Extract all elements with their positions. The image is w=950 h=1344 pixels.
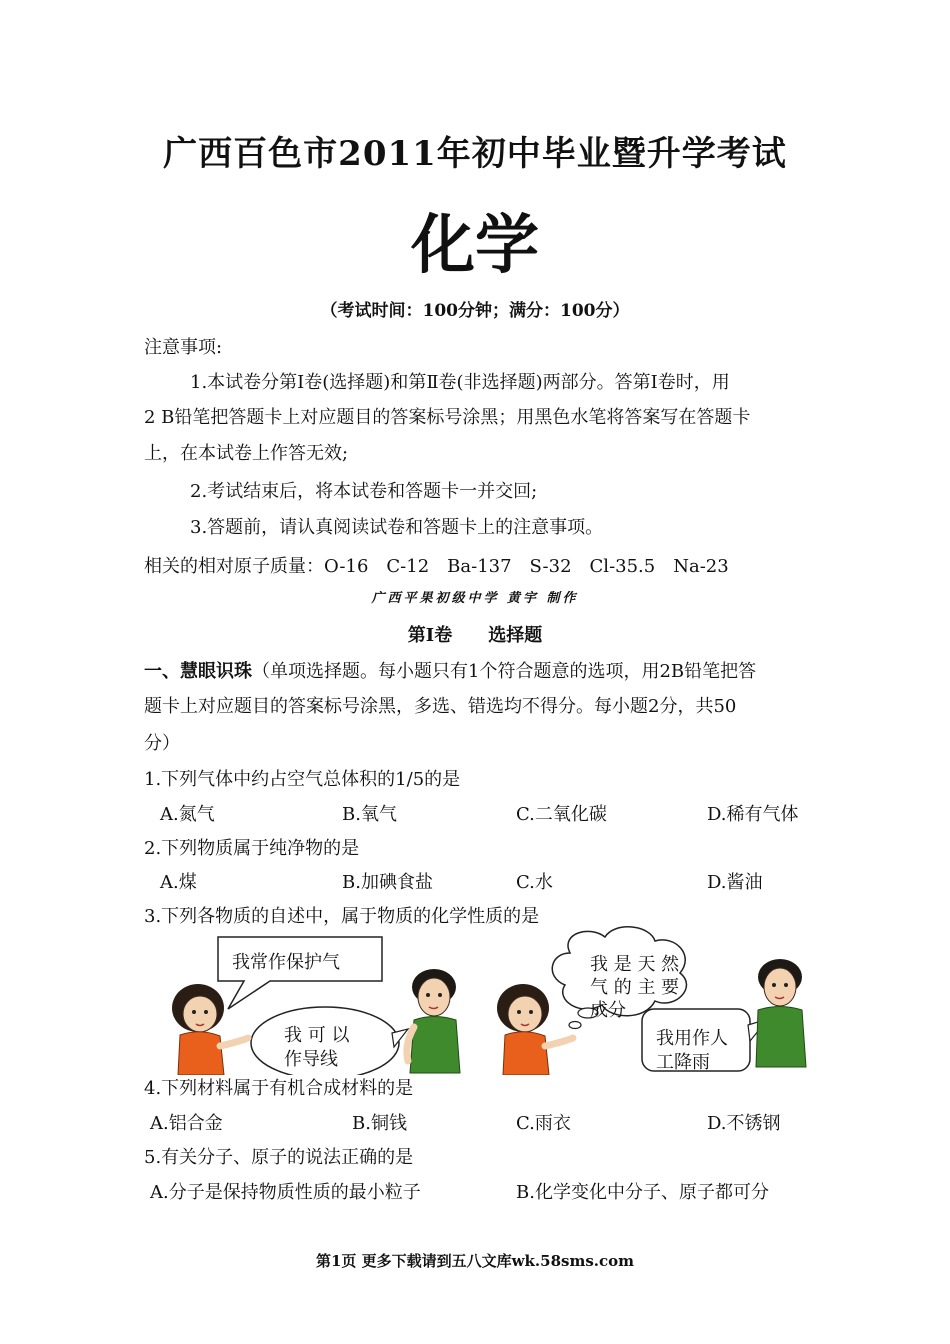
q2-option-b: B.加碘食盐	[342, 872, 433, 893]
notice-item1-line2: 2 B铅笔把答题卡上对应题目的答案标号涂黑；用黑色水笔将答案写在答题卡	[144, 407, 751, 428]
bubble-4-line1: 我用作人	[656, 1028, 728, 1049]
page-footer: 第1页 更多下载请到五八文库wk.58sms.com	[315, 1252, 635, 1270]
notice-heading: 注意事项:	[144, 337, 223, 358]
instruction-text: （单项选择题。每小题只有1个符合题意的选项，用2B铅笔把答	[252, 661, 757, 682]
q2-option-c: C.水	[516, 872, 553, 893]
notice-item1-line3: 上，在本试卷上作答无效;	[144, 443, 349, 464]
q4-option-d: D.不锈钢	[707, 1113, 781, 1134]
bubble-1-text: 我常作保护气	[232, 952, 340, 973]
section-title: 第Ⅰ卷 选择题	[407, 625, 543, 646]
bubble-2-line2: 作导线	[284, 1049, 338, 1070]
q1-option-b: B.氧气	[342, 804, 397, 825]
q4-option-b: B.铜钱	[352, 1113, 407, 1134]
q1-option-c: C.二氧化碳	[516, 804, 607, 825]
notice-item1-line1: 1.本试卷分第Ⅰ卷(选择题)和第Ⅱ卷(非选择题)两部分。答第Ⅰ卷时，用	[190, 372, 730, 393]
bubble-3-line2: 气 的 主 要	[590, 977, 680, 998]
girl-character-icon	[497, 984, 573, 1075]
instruction-line1	[144, 657, 756, 683]
atomic-mass: 相关的相对原子质量：O-16 C-12 Ba-137 S-32 Cl-35.5 Na-23	[144, 556, 729, 577]
boy-character-icon	[407, 969, 460, 1073]
notice-item2: 2.考试结束后，将本试卷和答题卡一并交回;	[190, 481, 538, 502]
q5-option-b: B.化学变化中分子、原子都可分	[516, 1182, 769, 1203]
boy-character-icon	[756, 959, 806, 1067]
instruction-line3: 分）	[144, 733, 180, 754]
q2-option-d: D.酱油	[707, 872, 763, 893]
q4-option-a: A.铝合金	[150, 1113, 223, 1134]
time-info: （考试时间：100分钟；满分：100分）	[320, 301, 630, 321]
bubble-3-line1: 我 是 天 然	[590, 954, 680, 975]
question-4-stem: 4.下列材料属于有机合成材料的是	[144, 1078, 414, 1099]
q4-option-c: C.雨衣	[516, 1113, 571, 1134]
q1-option-d: D.稀有气体	[707, 804, 799, 825]
q2-option-a: A.煤	[160, 872, 197, 893]
q1-option-a: A.氮气	[160, 804, 215, 825]
question-5-stem: 5.有关分子、原子的说法正确的是	[144, 1147, 414, 1168]
subject-title: 化学	[411, 208, 539, 283]
bubble-3-line3: 成分	[590, 1000, 626, 1021]
exam-title: 广西百色市2011年初中毕业暨升学考试	[163, 134, 787, 174]
q5-option-a: A.分子是保持物质性质的最小粒子	[150, 1182, 421, 1203]
question-2-stem: 2.下列物质属于纯净物的是	[144, 838, 360, 859]
maker-credit: 广西平果初级中学 黄宇 制作	[371, 591, 579, 606]
bubble-4-line2: 工降雨	[656, 1052, 710, 1073]
question-1-stem: 1.下列气体中约占空气总体积的1/5的是	[144, 769, 461, 790]
part-label: 一、慧眼识珠	[144, 661, 252, 682]
notice-item3: 3.答题前，请认真阅读试卷和答题卡上的注意事项。	[190, 517, 604, 538]
bubble-2-line1: 我 可 以	[284, 1025, 350, 1046]
instruction-line2: 题卡上对应题目的答案标号涂黑，多选、错选均不得分。每小题2分，共50	[144, 696, 737, 717]
question-3-stem: 3.下列各物质的自述中，属于物质的化学性质的是	[144, 906, 540, 927]
